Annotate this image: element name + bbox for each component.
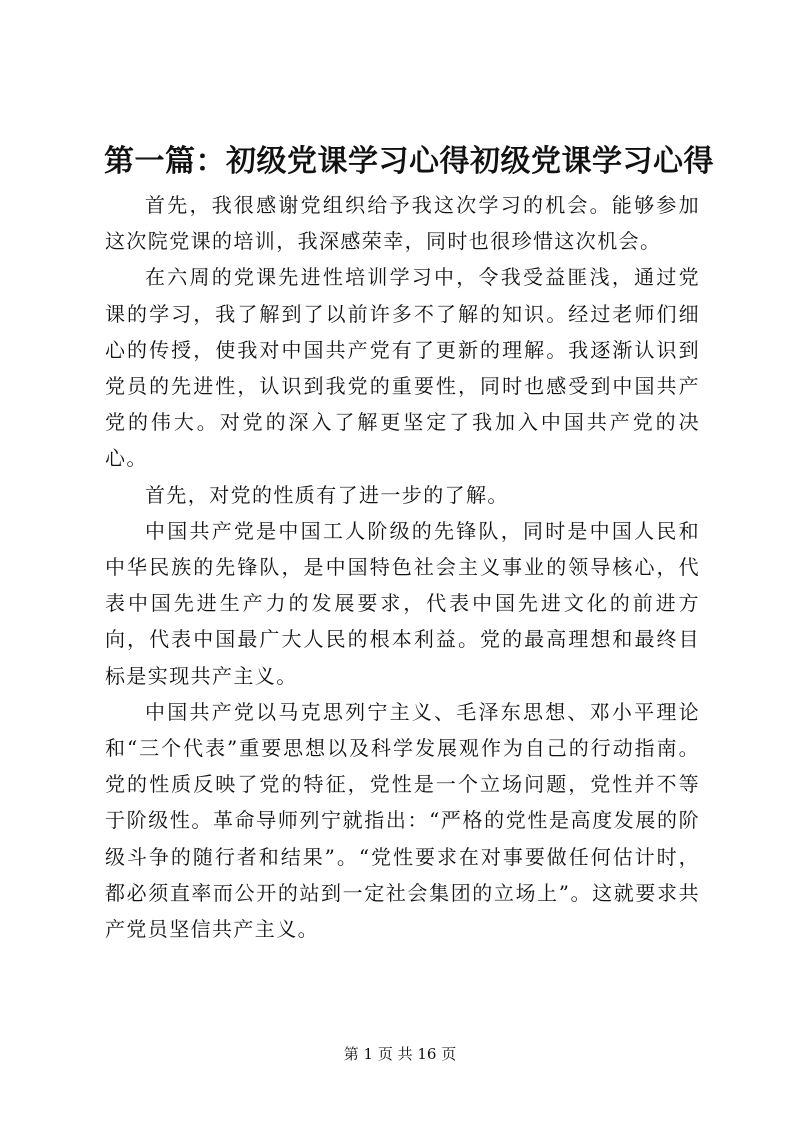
page-footer: 第 1 页 共 16 页 [343, 1045, 457, 1063]
paragraph-5: 中国共产党以马克思列宁主义、毛泽东思想、邓小平理论和“三个代表”重要思想以及科学发展观作为自己的行动指南。党的性质反映了党的特征，党性是一个立场问题，党性并不等于阶级性。革命导师列宁就指出：“严格的党性是高度发展的阶级斗争的随行者和结果”。“党性要求在对事要做任何估计时，都必须直率而公开的站到一定社会集团的立场上”。这就要求共产党员坚信共产主义。 [105, 699, 700, 942]
document-body [105, 187, 700, 947]
paragraph-3: 首先，对党的性质有了进一步的了解。 [145, 482, 509, 507]
paragraph-4: 中国共产党是中国工人阶级的先锋队，同时是中国人民和中华民族的先锋队，是中国特色社会主义事业的领导核心，代表中国先进生产力的发展要求，代表中国先进文化的前进方向，代表中国最广大人民的根本利益。党的最高理想和最终目标是实现共产主义。 [105, 518, 700, 688]
paragraph-1: 首先，我很感谢党组织给予我这次学习的机会。能够参加这次院党课的培训，我深感荣幸，同时也很珍惜这次机会。 [105, 193, 700, 254]
document-title: 第一篇：初级党课学习心得初级党课学习心得 [104, 144, 714, 179]
paragraph-2: 在六周的党课先进性培训学习中，令我受益匪浅，通过党课的学习，我了解到了以前许多不了解的知识。经过老师们细心的传授，使我对中国共产党有了更新的理解。我逐渐认识到党员的先进性，认识到我党的重要性，同时也感受到中国共产党的伟大。对党的深入了解更坚定了我加入中国共产党的决心。 [105, 265, 700, 471]
